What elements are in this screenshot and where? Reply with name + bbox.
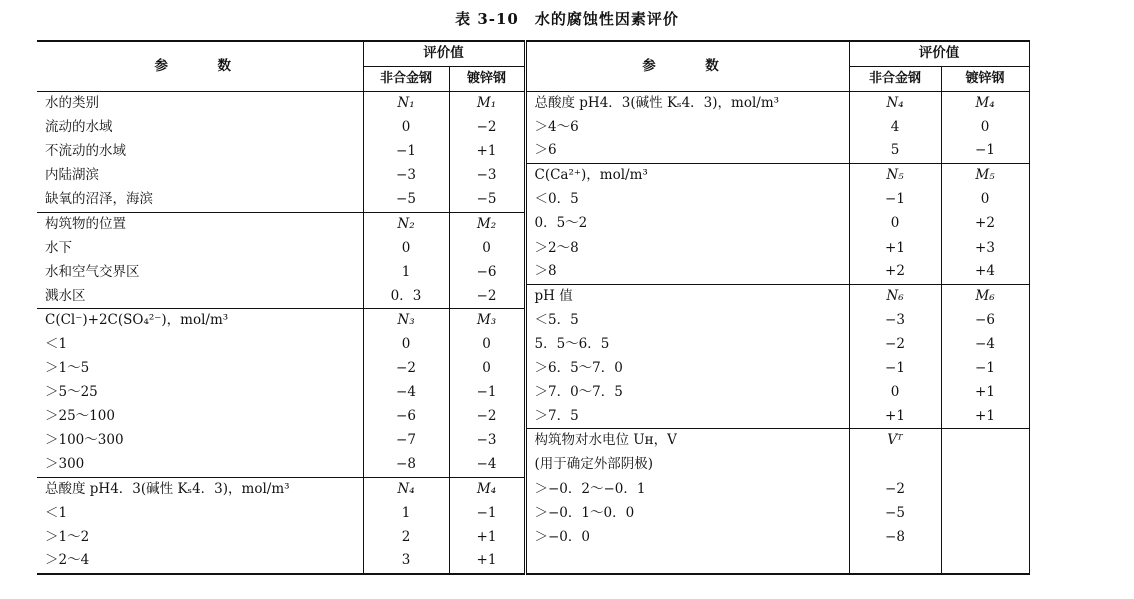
left-param-cell: 水下 [45, 239, 72, 256]
right-param-cell: ＞7．0～7．5 [525, 381, 849, 405]
left-carbon-steel-cell: −6 [363, 404, 449, 428]
right-param-cell: (用于确定外部阴极) [525, 453, 849, 477]
right-galvanized-cell [941, 453, 1029, 477]
left-carbon-steel-cell: 3 [363, 549, 449, 574]
left-galvanized-cell: 0 [449, 333, 525, 357]
left-galvanized-cell: 0 [449, 236, 525, 260]
right-param-cell: ＞−0．0 [525, 525, 849, 549]
right-galvanized-cell [941, 477, 1029, 501]
right-galvanized-cell [941, 549, 1029, 574]
left-carbon-steel-cell: 0 [363, 236, 449, 260]
right-carbon-steel-cell: −8 [849, 525, 941, 549]
col-header-carbon-steel-left: 非合金钢 [363, 66, 449, 91]
left-param-cell: 缺氧的沼泽，海滨 [45, 190, 153, 207]
left-param-cell: ＞1～2 [45, 528, 90, 545]
right-galvanized-cell: 0 [941, 115, 1029, 139]
right-galvanized-cell [941, 525, 1029, 549]
right-param-cell [525, 549, 849, 574]
right-carbon-steel-cell: 0 [849, 381, 941, 405]
right-param-cell: C(Ca²⁺)，mol/m³ [525, 163, 849, 187]
left-carbon-steel-cell: −3 [363, 163, 449, 187]
right-galvanized-cell: M₅ [941, 163, 1029, 187]
left-galvanized-cell: −1 [449, 381, 525, 405]
right-galvanized-cell: +3 [941, 236, 1029, 260]
right-carbon-steel-cell: N₄ [849, 91, 941, 115]
right-carbon-steel-cell: +1 [849, 404, 941, 428]
right-galvanized-cell: +1 [941, 404, 1029, 428]
right-param-cell: ＜5．5 [525, 309, 849, 333]
left-carbon-steel-cell: −4 [363, 381, 449, 405]
left-param-cell: C(Cl⁻)+2C(SO₄²⁻)，mol/m³ [37, 309, 363, 333]
left-param-cell: ＞5～25 [45, 383, 98, 400]
left-galvanized-cell: M₁ [449, 91, 525, 115]
right-param-cell: ＞6 [525, 139, 849, 163]
right-param-cell: ＞2～8 [525, 236, 849, 260]
table-row [37, 260, 1029, 284]
right-carbon-steel-cell: +1 [849, 236, 941, 260]
table-row [37, 212, 1029, 236]
right-galvanized-cell: +4 [941, 260, 1029, 284]
right-param-cell: ＞4～6 [525, 115, 849, 139]
left-galvanized-cell: −2 [449, 115, 525, 139]
table-row [37, 453, 1029, 477]
left-galvanized-cell: M₄ [449, 477, 525, 501]
right-galvanized-cell: +1 [941, 381, 1029, 405]
corrosion-evaluation-table [37, 40, 1030, 575]
right-param-cell: ＞−0．1～0．0 [525, 502, 849, 526]
left-galvanized-cell: 0 [449, 357, 525, 381]
left-carbon-steel-cell: −8 [363, 453, 449, 477]
right-galvanized-cell: −4 [941, 333, 1029, 357]
left-carbon-steel-cell: 1 [363, 502, 449, 526]
right-galvanized-cell: 0 [941, 188, 1029, 212]
right-carbon-steel-cell: 0 [849, 212, 941, 236]
table-row [37, 404, 1029, 428]
left-param-cell: 内陆湖滨 [45, 166, 99, 183]
left-carbon-steel-cell: 0 [363, 115, 449, 139]
left-galvanized-cell: +1 [449, 525, 525, 549]
left-galvanized-cell: M₂ [449, 212, 525, 236]
table-row [37, 91, 1029, 115]
left-galvanized-cell: −3 [449, 163, 525, 187]
left-param-cell: 总酸度 pH4．3(碱性 Kₛ4．3)，mol/m³ [37, 477, 363, 501]
table-row [37, 333, 1029, 357]
right-galvanized-cell: −1 [941, 357, 1029, 381]
left-galvanized-cell: −3 [449, 429, 525, 453]
right-param-cell: ＜0．5 [525, 188, 849, 212]
right-param-cell: 总酸度 pH4．3(碱性 Kₛ4．3)，mol/m³ [525, 91, 849, 115]
right-carbon-steel-cell: −1 [849, 357, 941, 381]
right-carbon-steel-cell: N₅ [849, 163, 941, 187]
right-galvanized-cell: −1 [941, 139, 1029, 163]
left-param-cell: 构筑物的位置 [37, 212, 363, 236]
left-galvanized-cell: −2 [449, 284, 525, 308]
table-row [37, 139, 1029, 163]
left-galvanized-cell: M₃ [449, 309, 525, 333]
left-param-cell: 水和空气交界区 [45, 263, 140, 280]
left-galvanized-cell: −2 [449, 404, 525, 428]
right-carbon-steel-cell: 5 [849, 139, 941, 163]
left-carbon-steel-cell: N₄ [363, 477, 449, 501]
right-param-cell: ＞8 [525, 260, 849, 284]
right-galvanized-cell: M₄ [941, 91, 1029, 115]
col-header-galvanized-left: 镀锌钢 [449, 66, 525, 91]
right-carbon-steel-cell: Vᵀ [849, 429, 941, 453]
right-galvanized-cell: M₆ [941, 284, 1029, 308]
left-param-cell: 流动的水域 [45, 118, 113, 135]
table-row [37, 429, 1029, 453]
left-param-cell: 水的类别 [45, 94, 99, 111]
table-row [37, 284, 1029, 308]
param-header-right: 参 数 [525, 41, 849, 91]
table-row [37, 236, 1029, 260]
table-body [37, 91, 1029, 574]
param-header-left: 参 数 [37, 41, 363, 91]
left-param-cell: ＞300 [45, 456, 85, 473]
table-row [37, 502, 1029, 526]
table-row [37, 309, 1029, 333]
left-carbon-steel-cell: −5 [363, 188, 449, 212]
left-carbon-steel-cell: 0．3 [363, 284, 449, 308]
left-carbon-steel-cell: N₃ [363, 309, 449, 333]
right-param-cell: ＞6．5～7．0 [525, 357, 849, 381]
left-galvanized-cell: +1 [449, 139, 525, 163]
right-carbon-steel-cell: +2 [849, 260, 941, 284]
table-row [37, 549, 1029, 574]
right-carbon-steel-cell: −1 [849, 188, 941, 212]
right-param-cell: ＞−0．2～−0．1 [525, 477, 849, 501]
left-param-cell: 溅水区 [45, 287, 86, 304]
right-carbon-steel-cell: −2 [849, 333, 941, 357]
left-carbon-steel-cell: N₁ [363, 91, 449, 115]
col-header-galvanized-right: 镀锌钢 [941, 66, 1029, 91]
right-galvanized-cell: −6 [941, 309, 1029, 333]
left-carbon-steel-cell: −2 [363, 357, 449, 381]
table-row [37, 357, 1029, 381]
right-param-cell: 构筑物对水电位 Uн，V [525, 429, 849, 453]
right-param-cell: 5．5～6．5 [525, 333, 849, 357]
left-galvanized-cell: −5 [449, 188, 525, 212]
right-carbon-steel-cell: −2 [849, 477, 941, 501]
right-param-cell: ＞7．5 [525, 404, 849, 428]
left-carbon-steel-cell: 2 [363, 525, 449, 549]
left-param-cell: ＞2～4 [37, 549, 363, 574]
table-row [37, 381, 1029, 405]
left-galvanized-cell: +1 [449, 549, 525, 574]
left-param-cell: ＜1 [45, 504, 68, 521]
table-row [37, 188, 1029, 212]
right-carbon-steel-cell [849, 453, 941, 477]
right-carbon-steel-cell: 4 [849, 115, 941, 139]
left-carbon-steel-cell: −7 [363, 429, 449, 453]
left-galvanized-cell: −1 [449, 502, 525, 526]
eval-header-left: 评价值 [363, 41, 525, 66]
right-carbon-steel-cell [849, 549, 941, 574]
table-row [37, 115, 1029, 139]
right-carbon-steel-cell: N₆ [849, 284, 941, 308]
left-carbon-steel-cell: 0 [363, 333, 449, 357]
right-galvanized-cell [941, 429, 1029, 453]
left-galvanized-cell: −4 [449, 453, 525, 477]
left-carbon-steel-cell: 1 [363, 260, 449, 284]
table-row [37, 525, 1029, 549]
table-row [37, 477, 1029, 501]
right-galvanized-cell: +2 [941, 212, 1029, 236]
left-galvanized-cell: −6 [449, 260, 525, 284]
right-param-cell: 0．5～2 [525, 212, 849, 236]
col-header-carbon-steel-right: 非合金钢 [849, 66, 941, 91]
right-param-cell: pH 值 [525, 284, 849, 308]
left-carbon-steel-cell: −1 [363, 139, 449, 163]
left-param-cell: ＞25～100 [45, 407, 115, 424]
left-param-cell: 不流动的水域 [45, 142, 126, 159]
right-carbon-steel-cell: −5 [849, 502, 941, 526]
table-title: 表 3-10 水的腐蚀性因素评价 [455, 10, 679, 28]
left-param-cell: ＞100～300 [45, 432, 124, 449]
left-param-cell: ＜1 [45, 336, 68, 353]
left-carbon-steel-cell: N₂ [363, 212, 449, 236]
left-param-cell: ＞1～5 [45, 360, 90, 376]
table-row [37, 163, 1029, 187]
right-carbon-steel-cell: −3 [849, 309, 941, 333]
right-galvanized-cell [941, 502, 1029, 526]
eval-header-right: 评价值 [849, 41, 1029, 66]
